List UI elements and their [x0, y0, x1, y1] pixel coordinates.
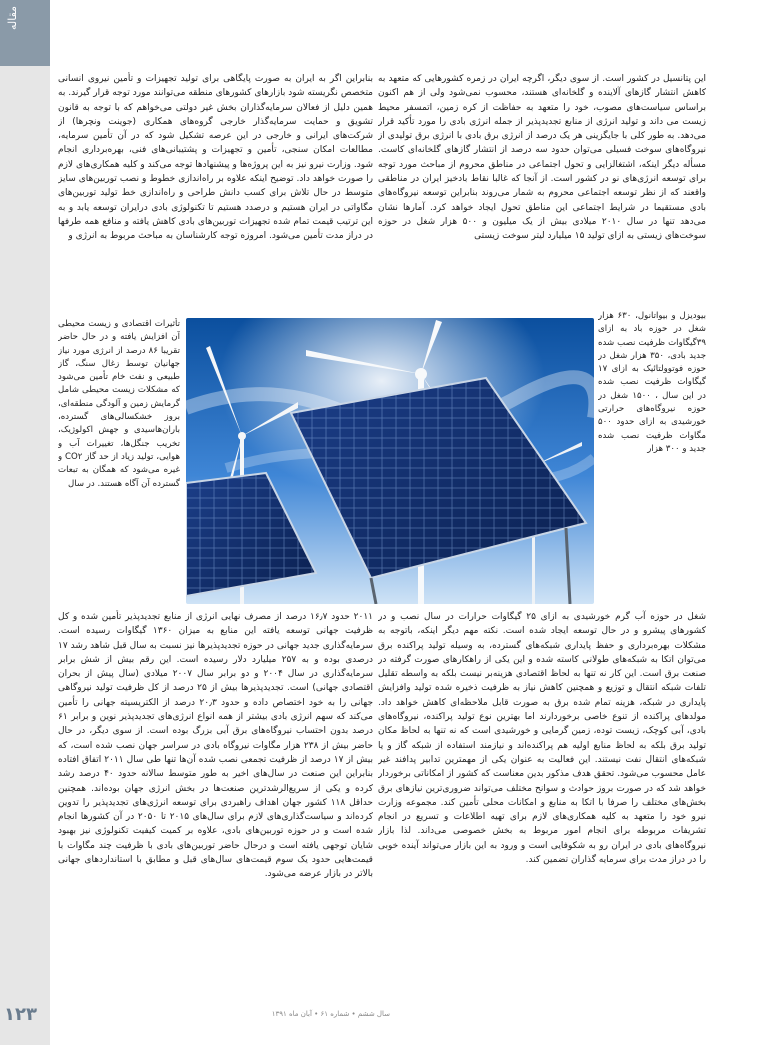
article-text-right-bottom: شغل در حوزه آب گرم خورشیدی به ازای ۲۵ گیگاوات حرارات در سال نصب و در کشورهای پیشرو و در حال توسعه ایجاد شده است. نکته مهم دیگر اینکه، باتوجه به مشکلات بهره‌برداری و حفظ پایداری شبکه‌های گسترده، به وسیله تولید پراکنده برق می‌توان اتکا به شبکه‌های طولانی کاسته شده و این یکی از راهکارهای صورت گرفته در صنعت برق است. این کار نه تنها به لحاظ اقتصادی هزینه‌بر نیست بلکه به واسطه تقلیل تلفات شبکه انتقال و توزیع و همچنین کاهش نیاز به ظرفیت ذخیره شده تولید وافزایش پایداری در شبکه، هزینه تمام شده برق به صورت قابل ملاحظه‌ای کاهش خواهد داد. مولدهای پراکنده از تنوع خاصی برخوردارند اما بهترین نوع تولید پراکنده، نیروگاه‌های بادی، آبی کوچک، زیست توده، زمین گرمایی و خورشیدی است که نه تنها به لحاظ مکان تولید برق بلکه به لحاظ منابع اولیه هم پراکنده‌اند و نیازمند استفاده از شبکه گاز و یا شبکه‌های انتقال نفت نیستند. این فعالیت به عنوان یکی از مهمترین تدابیر پدافند غیر عامل محسوب می‌شود. تحقق هدف مذکور بدین معناست که کشور از امکاناتی برخوردار خواهد شد که در صورت بروز حوادث و سوانح مختلف می‌تواند ضروری‌ترین نیازهای برق بخش‌های مختلف را صرفا با اتکا به منابع و امکانات محلی تأمین کند. مجموعه وزارت نیرو خود را متعهد به کلیه همکاری‌های لازم برای تهیه اطلاعات و تسریع در انجام تشریفات مربوطه برای انجام امور مربوط به بخش خصوصی می‌داند. لذا بازار نیروگاه‌های بادی در ایران رو به شکوفایی است و ورود به این بازار می‌تواند آینده خوبی را در دراز مدت برای سرمایه گذاران تضمین کند.: [378, 612, 706, 866]
article-text-right-top: این پتانسیل در کشور است. از سوی دیگر، اگرچه ایران در زمره کشورهایی که متعهد به کاهش انتشار گازهای آلاینده و گلخانه‌ای هستند، محسوب نمی‌شود ولی از هم اکنون براساس سیاست‌های مصوب، خود را متعهد به حفاظت از کره زمین، اتمسفر محیط زیست می داند و تولید انرژی از منابع تجدیدپذیر از جمله انرژی بادی را مورد تأکید قرار می‌دهد. به طور کلی با جایگزینی هر یک درصد از انرژی برق بادی با انرژی برق تولیدی از نیروگاه‌های سوخت فسیلی می‌توان حدود سه درصد از انتشار گازهای گلخانه‌ای کاست. مسأله دیگر اینکه، اشتغالزایی و تحول اجتماعی در مناطق محروم از مباحث مورد توجه برای توسعه انرژی‌های نو در کشور است. از آنجا که غالبا نقاط بادخیز ایران در مناطقی واقعند که از نظر توسعه اجتماعی محروم به شمار می‌روند بنابراین توسعه نیروگاه‌های بادی مستقیما در شرایط اجتماعی این مناطق تحول ایجاد خواهد کرد. آمارها نشان می‌دهد تنها در سال ۲۰۱۰ میلادی بیش از یک میلیون و ۵۰۰ هزار شغل در حوزه سوخت‌های زیستی به ازای تولید ۱۵ میلیارد لیتر سوخت زیستی: [378, 74, 706, 242]
article-text-right-narrow: بیودیزل و بیواتانول، ۶۳۰ هزار شغل در حوزه باد به ازای ۳۹گیگاوات ظرفیت نصب شده جدید بادی، ۳۵۰ هزار شغل در حوزه فوتوولتائیک به ازای ۱۷ گیگاوات ظرفیت نصب شده در این سال ، ۱۵۰۰ شغل در حوزه نیروگاه‌های حرارتی خورشیدی به ازای حدود ۵۰۰ مگاوات ظرفیت نصب شده جدید و ۳۰۰ هزار: [598, 311, 706, 454]
page-sidebar: [0, 0, 50, 1045]
article-text-left-top: بنابراین اگر به ایران به صورت پایگاهی برای تولید تجهیزات و تأمین نیروی انسانی متخصص نگریسته شود بازارهای کشورهای منطقه می‌توانند مورد توجه قرار گیرند. به همین دلیل از فعالان سرمایه‌گذاران بخش غیر دولتی می‌خواهم که با توجه به قانون تشویق و حمایت سرمایه‌گذار خارجی گروه‌های همکاری (جوینت ونچرها) از شرکت‌های ایرانی و خارجی در این عرصه تشکیل شود که در آن تأمین سرمایه، مطالعات امکان سنجی، تأمین و تجهیزات و پشتیبانی‌های فنی، بهره‌برداری انجام شود. وزارت نیرو نیز به این پروژه‌ها و پیشنهادها توجه می‌کند و کلیه همکاری‌های لازم را صورت خواهد داد. توضیح اینکه علاوه بر راه‌اندازی خطوط و نصب توربین‌های سایز متوسط در حال تلاش برای کسب دانش طراحی و راه‌اندازی خط تولید توربین‌های مگاواتی در ایران هستیم و درصدد هستیم تا تکنولوژی بادی درایران توسعه یابد و به این ترتیب قیمت تمام شده تجهیزات توربین‌های بادی کاهش یافته و منافع همه طرفها در دراز مدت تأمین می‌شود. امروزه توجه کارشناسان به مباحث مربوط به انرژی و: [58, 74, 373, 242]
page-number: ۱۲۳: [4, 1004, 37, 1025]
article-text-left-bottom: ۲۰۱۱ حدود ۱۶٫۷ درصد از مصرف نهایی انرژی از منابع تجدیدپذیر تأمین شده و کل ظرفیت جهانی توسعه یافته این منابع به میزان ۱۳۶۰ گیگاوات رسیده است. سرمایه‌گذاری جدید جهانی در حوزه تجدیدپذیرها نیز نسبت به سال قبل شاهد رشد ۱۷ درصدی بوده و به ۲۵۷ میلیارد دلار رسیده است. این رقم بیش از شش برابر سرمایه‌گذاری در سال ۲۰۰۴ و دو برابر سال ۲۰۰۷ میلادی (سال پیش از بحران اقتصادی جهانی) است. تجدیدپذیرها بیش از ۲۵ درصد از کل ظرفیت تولید نیروگاهی جهانی را به خود اختصاص داده و حدود ۲۰٫۳ درصد از الکتریسیته جهانی را تأمین می‌کند که سهم انرژی بادی بیشتر از همه انواع انرژی‌های تجدیدپذیر نوین و برابر ۶۱ درصد بدون احتساب نیروگاه‌های برق آبی بزرگ بوده است. از سوی دیگر، در حال حاضر بیش از ۲۳۸ هزار مگاوات نیروگاه بادی در سراسر جهان نصب شده است، که بیش از ۱۷ درصد از ظرفیت تجمعی نصب شده آن‌ها تنها طی سال ۲۰۱۱ اتفاق افتاده بنابراین این صنعت در سال‌های اخیر به طور متوسط سالانه حدود ۴۰ درصد رشد کرده و یکی از سریع‌الرشدترین صنعت‌ها در بخش انرژی جهان بوده‌اند. همچنین حداقل ۱۱۸ کشور جهان اهداف راهبردی برای توسعه انرژی‌های تجدیدپذیر را تدوین کرده‌اند و سیاست‌گذاری‌های لازم برای سال‌های ۲۰۱۵ تا ۲۰۵۰ در آن کشورها انجام شده است و در حوزه توربین‌های بادی، علاوه بر کمیت کیفیت تکنولوژی نیز بهبود شایان توجهی یافته است و درحال حاضر توربین‌های بادی با ظرفیت چند مگاوات با قیمت‌هایی حدود یک سوم قیمت‌های سال‌های قبل و مطابق با استانداردهای جهانی بالاتر در بازار عرضه می‌شود.: [58, 612, 373, 880]
section-tab: [0, 0, 50, 66]
solar-wind-photo: [186, 318, 594, 604]
issue-line: سال ششم • شماره ۶۱ • آبان ماه ۱۳۹۱: [271, 1010, 390, 1018]
article-text-left-narrow: تأثیرات اقتصادی و زیست محیطی آن افزایش یافته و در حال حاضر تقریبا ۸۶ درصد از انرژی مورد نیاز جهانیان توسط زغال سنگ، گاز طبیعی و نفت خام تأمین می‌شود که مشکلات زیست محیطی شامل گرمایش زمین و آلودگی منطقه‌ای، بروز خشکسالی‌های گسترده، باران‌هاسیدی و جهش اکولوژیک، تخریب جنگل‌ها، تغییرات آب و هوایی، تولید زیاد از حد گاز CO۲ و غیره می‌شود که همگان به تبعات گسترده آن آگاه هستند. در سال: [58, 319, 180, 489]
section-tab-label: مقاله: [6, 5, 19, 30]
